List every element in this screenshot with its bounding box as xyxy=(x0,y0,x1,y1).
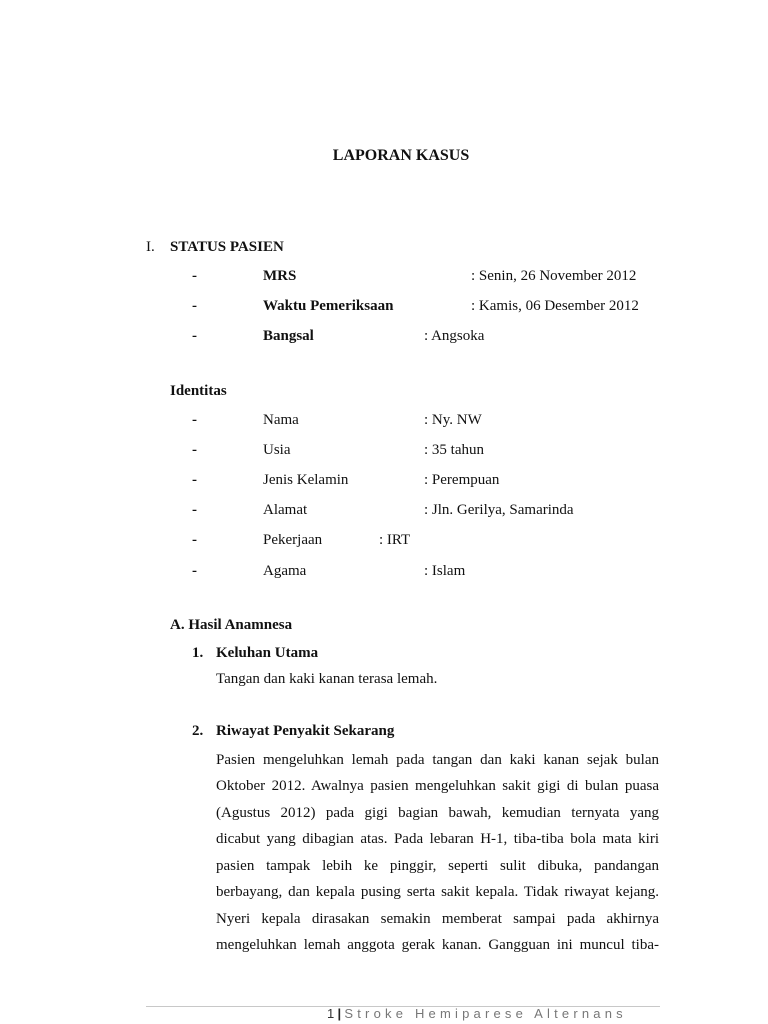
item-number: 1. xyxy=(192,645,204,661)
identitas-heading: Identitas xyxy=(170,383,227,399)
list-bullet: - xyxy=(192,298,197,314)
field-label-jenis-kelamin: Jenis Kelamin xyxy=(263,472,349,488)
section-title: STATUS PASIEN xyxy=(170,239,284,255)
paragraph-line: Nyeri kepala dirasakan semakin memberat sampai pada akhirnya xyxy=(216,911,659,927)
list-bullet: - xyxy=(192,442,197,458)
paragraph-line: mengeluhkan lemah anggota gerak kanan. Gangguan ini muncul tiba- xyxy=(216,937,659,953)
list-bullet: - xyxy=(192,268,197,284)
paragraph-line: pasien tampak lebih ke pinggir, seperti sulit dibuka, pandangan xyxy=(216,858,659,874)
field-value-nama: : Ny. NW xyxy=(424,412,482,428)
field-value-jenis-kelamin: : Perempuan xyxy=(424,472,500,488)
field-label-bangsal: Bangsal xyxy=(263,328,314,344)
section-number: I. xyxy=(146,239,155,255)
paragraph-line: dicabut yang dibagian atas. Pada lebaran H-1, tiba-tiba bola mata kiri xyxy=(216,831,659,847)
page-number: 1 xyxy=(327,1006,335,1021)
list-bullet: - xyxy=(192,472,197,488)
field-value-pekerjaan: : IRT xyxy=(379,532,411,548)
field-label-agama: Agama xyxy=(263,563,307,579)
field-label-waktu-pemeriksaan: Waktu Pemeriksaan xyxy=(263,298,394,314)
field-label-mrs: MRS xyxy=(263,268,297,284)
field-label-nama: Nama xyxy=(263,412,299,428)
field-value-bangsal: : Angsoka xyxy=(424,328,485,344)
paragraph-line: berbayang, dan kepala pusing serta sakit kepala. Tidak riwayat kejang. xyxy=(216,884,659,900)
field-value-usia: : 35 tahun xyxy=(424,442,484,458)
field-value-agama: : Islam xyxy=(424,563,466,579)
list-bullet: - xyxy=(192,563,197,579)
paragraph-line: Pasien mengeluhkan lemah pada tangan dan kaki kanan sejak bulan xyxy=(216,752,659,768)
riwayat-penyakit-heading: Riwayat Penyakit Sekarang xyxy=(216,723,395,739)
list-bullet: - xyxy=(192,412,197,428)
hasil-anamnesa-heading: A. Hasil Anamnesa xyxy=(170,617,293,633)
paragraph-line: Oktober 2012. Awalnya pasien mengeluhkan sakit gigi di bulan puasa xyxy=(216,778,659,794)
paragraph-line: (Agustus 2012) pada gigi bagian bawah, kemudian ternyata yang xyxy=(216,805,659,821)
document-title: LAPORAN KASUS xyxy=(332,147,470,164)
list-bullet: - xyxy=(192,328,197,344)
field-label-pekerjaan: Pekerjaan xyxy=(263,532,323,548)
field-value-alamat: : Jln. Gerilya, Samarinda xyxy=(424,502,574,518)
item-number: 2. xyxy=(192,723,204,739)
keluhan-utama-text: Tangan dan kaki kanan terasa lemah. xyxy=(216,671,438,687)
field-label-alamat: Alamat xyxy=(263,502,308,518)
list-bullet: - xyxy=(192,532,197,548)
footer-separator: | xyxy=(337,1006,342,1021)
field-label-usia: Usia xyxy=(263,442,291,458)
keluhan-utama-heading: Keluhan Utama xyxy=(216,645,319,661)
field-value-waktu-pemeriksaan: : Kamis, 06 Desember 2012 xyxy=(471,298,639,314)
page-footer xyxy=(327,1006,627,1022)
list-bullet: - xyxy=(192,502,197,518)
footer-title: Stroke Hemiparese Alternans xyxy=(344,1006,627,1021)
field-value-mrs: : Senin, 26 November 2012 xyxy=(471,268,637,284)
